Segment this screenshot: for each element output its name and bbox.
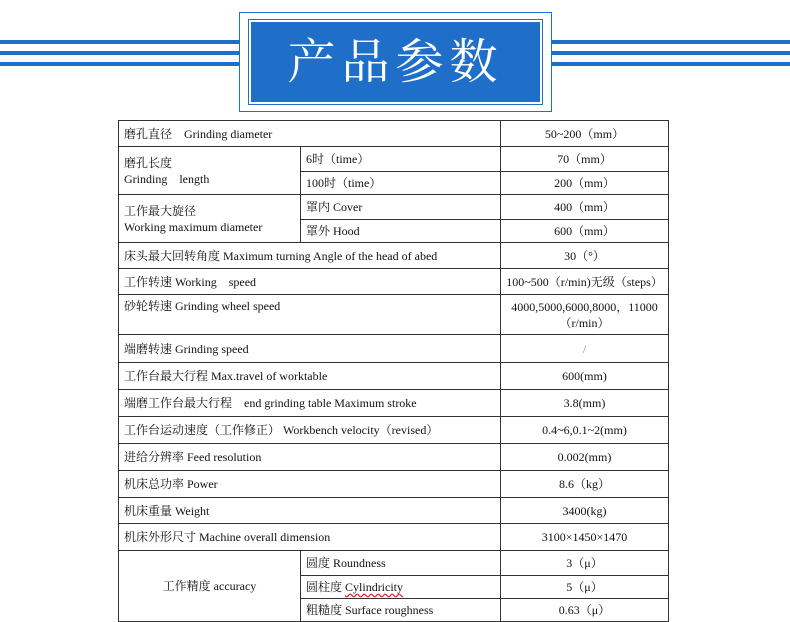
grinding-length-sub2-label: 100时（time）: [301, 172, 501, 195]
table-row: [119, 295, 669, 335]
total-power-value: 8.6（kg）: [501, 471, 669, 498]
working-max-diameter-sub2-value: 600（mm）: [501, 220, 669, 243]
accuracy-roundness-value: 3（μ）: [501, 551, 669, 576]
grinding-length-label-en: Grinding length: [124, 171, 210, 186]
overall-dimension-label: 机床外形尺寸 Machine overall dimension: [119, 524, 501, 551]
wheel-speed-label: 砂轮转速 Grinding wheel speed: [119, 295, 501, 335]
header-banner: [0, 0, 790, 120]
working-max-diameter-label: [119, 195, 301, 243]
grinding-length-sub2-value: 200（mm）: [501, 172, 669, 195]
grinding-diameter-value: 50~200（mm）: [501, 121, 669, 147]
accuracy-roundness-label: 圆度 Roundness: [301, 551, 501, 576]
worktable-travel-value: 600(mm): [501, 363, 669, 390]
workbench-velocity-label: 工作台运动速度（工作修正） Workbench velocity（revised）: [119, 417, 501, 444]
table-row: [119, 335, 669, 363]
table-row: [119, 524, 669, 551]
accuracy-cylindricity-label-cn: 圆柱度: [306, 580, 346, 594]
accuracy-cylindricity-value: 5（μ）: [501, 576, 669, 599]
head-angle-label: 床头最大回转角度 Maximum turning Angle of the head of abed: [119, 243, 501, 269]
end-table-stroke-value: 3.8(mm): [501, 390, 669, 417]
table-row: [119, 243, 669, 269]
end-grinding-speed-value: /: [501, 335, 669, 363]
accuracy-cylindricity-label: [301, 576, 501, 599]
title-frame: [249, 20, 542, 104]
table-row: [119, 390, 669, 417]
table-row: [119, 363, 669, 390]
page-title: 产品参数: [287, 34, 504, 90]
table-row: [119, 498, 669, 524]
accuracy-roughness-label: 粗糙度 Surface roughness: [301, 599, 501, 622]
table-row: [119, 269, 669, 295]
spec-table: [118, 120, 669, 622]
head-angle-value: 30（°）: [501, 243, 669, 269]
table-row: [119, 444, 669, 471]
workbench-velocity-value: 0.4~6,0.1~2(mm): [501, 417, 669, 444]
grinding-diameter-label: 磨孔直径 Grinding diameter: [119, 121, 501, 147]
accuracy-roughness-value: 0.63（μ）: [501, 599, 669, 622]
end-grinding-speed-label: 端磨转速 Grinding speed: [119, 335, 501, 363]
grinding-length-sub1-label: 6时（time）: [301, 147, 501, 172]
table-row: [119, 121, 669, 147]
weight-label: 机床重量 Weight: [119, 498, 501, 524]
grinding-length-label-cn: 磨孔长度: [124, 155, 173, 170]
working-speed-label: 工作转速 Working speed: [119, 269, 501, 295]
working-speed-value: 100~500（r/min)无级（steps）: [501, 269, 669, 295]
feed-resolution-label: 进给分辨率 Feed resolution: [119, 444, 501, 471]
wheel-speed-value-line1: 4000,5000,6000,8000，11000: [511, 299, 658, 314]
wheel-speed-value-line2: （r/min）: [559, 315, 610, 330]
working-max-diameter-label-cn: 工作最大旋径: [124, 203, 197, 218]
working-max-diameter-sub1-label: 罩内 Cover: [301, 195, 501, 220]
table-row: [119, 195, 669, 220]
total-power-label: 机床总功率 Power: [119, 471, 501, 498]
wheel-speed-value: [501, 295, 669, 335]
worktable-travel-label: 工作台最大行程 Max.travel of worktable: [119, 363, 501, 390]
weight-value: 3400(kg): [501, 498, 669, 524]
working-max-diameter-sub2-label: 罩外 Hood: [301, 220, 501, 243]
grinding-length-sub1-value: 70（mm）: [501, 147, 669, 172]
overall-dimension-value: 3100×1450×1470: [501, 524, 669, 551]
table-row: [119, 417, 669, 444]
table-row: [119, 471, 669, 498]
table-row: [119, 147, 669, 172]
grinding-length-label: [119, 147, 301, 195]
accuracy-cylindricity-label-en: Cylindricity: [345, 580, 404, 594]
table-row: [119, 551, 669, 576]
working-max-diameter-label-en: Working maximum diameter: [124, 219, 263, 234]
feed-resolution-value: 0.002(mm): [501, 444, 669, 471]
accuracy-label: 工作精度 accuracy: [119, 551, 301, 622]
working-max-diameter-sub1-value: 400（mm）: [501, 195, 669, 220]
end-table-stroke-label: 端磨工作台最大行程 end grinding table Maximum stroke: [119, 390, 501, 417]
